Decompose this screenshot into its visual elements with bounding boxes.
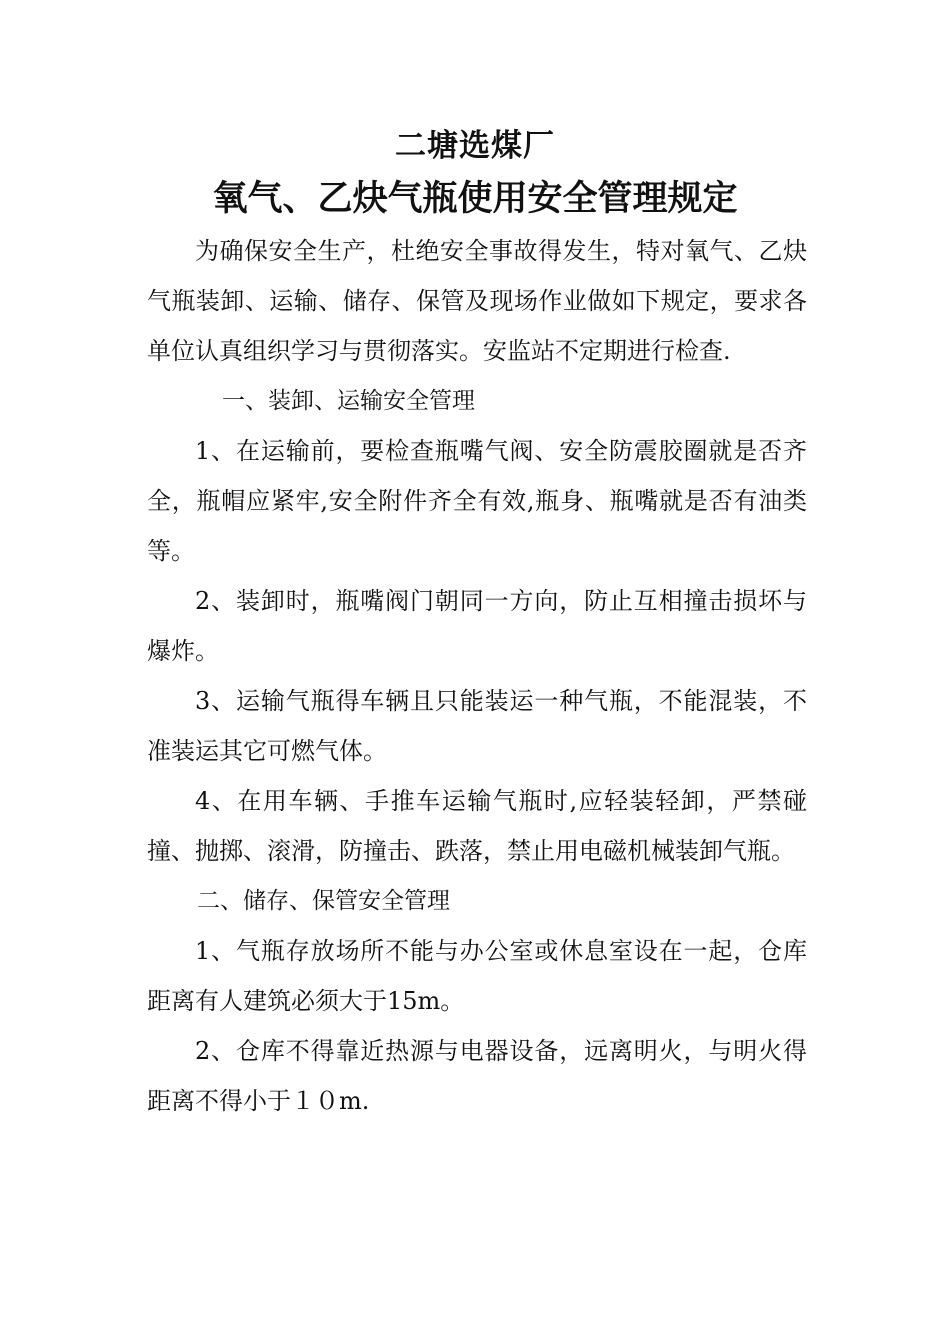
document-body bbox=[147, 226, 807, 1126]
intro-paragraph: 为确保安全生产，杜绝安全事故得发生，特对氧气、乙炔气瓶装卸、运输、储存、保管及现场作业做如下规定，要求各单位认真组织学习与贯彻落实。安监站不定期进行检查. bbox=[147, 237, 807, 365]
section2-item: 1、气瓶存放场所不能与办公室或休息室设在一起，仓库距离有人建筑必须大于15m。 bbox=[147, 937, 807, 1015]
section1-item: 4、在用车辆、手推车运输气瓶时,应轻装轻卸，严禁碰撞、抛掷、滚滑，防撞击、跌落，禁止用电磁机械装卸气瓶。 bbox=[147, 787, 807, 865]
section-heading-loading-transport: 一、装卸、运输安全管理 bbox=[222, 388, 475, 414]
document-title-company: 二塘选煤厂 bbox=[395, 128, 555, 164]
section1-item: 1、在运输前，要检查瓶嘴气阀、安全防震胶圈就是否齐全，瓶帽应紧牢,安全附件齐全有效,瓶身、瓶嘴就是否有油类等。 bbox=[147, 437, 807, 565]
section1-item: 3、运输气瓶得车辆且只能装运一种气瓶，不能混装，不准装运其它可燃气体。 bbox=[147, 687, 807, 765]
section-heading-storage: 二、储存、保管安全管理 bbox=[197, 888, 450, 914]
section2-item: 2、仓库不得靠近热源与电器设备，远离明火，与明火得距离不得小于１０m. bbox=[147, 1037, 807, 1115]
section1-item: 2、装卸时，瓶嘴阀门朝同一方向，防止互相撞击损坏与爆炸。 bbox=[147, 587, 807, 665]
document-title: 氧气、乙炔气瓶使用安全管理规定 bbox=[212, 179, 738, 219]
